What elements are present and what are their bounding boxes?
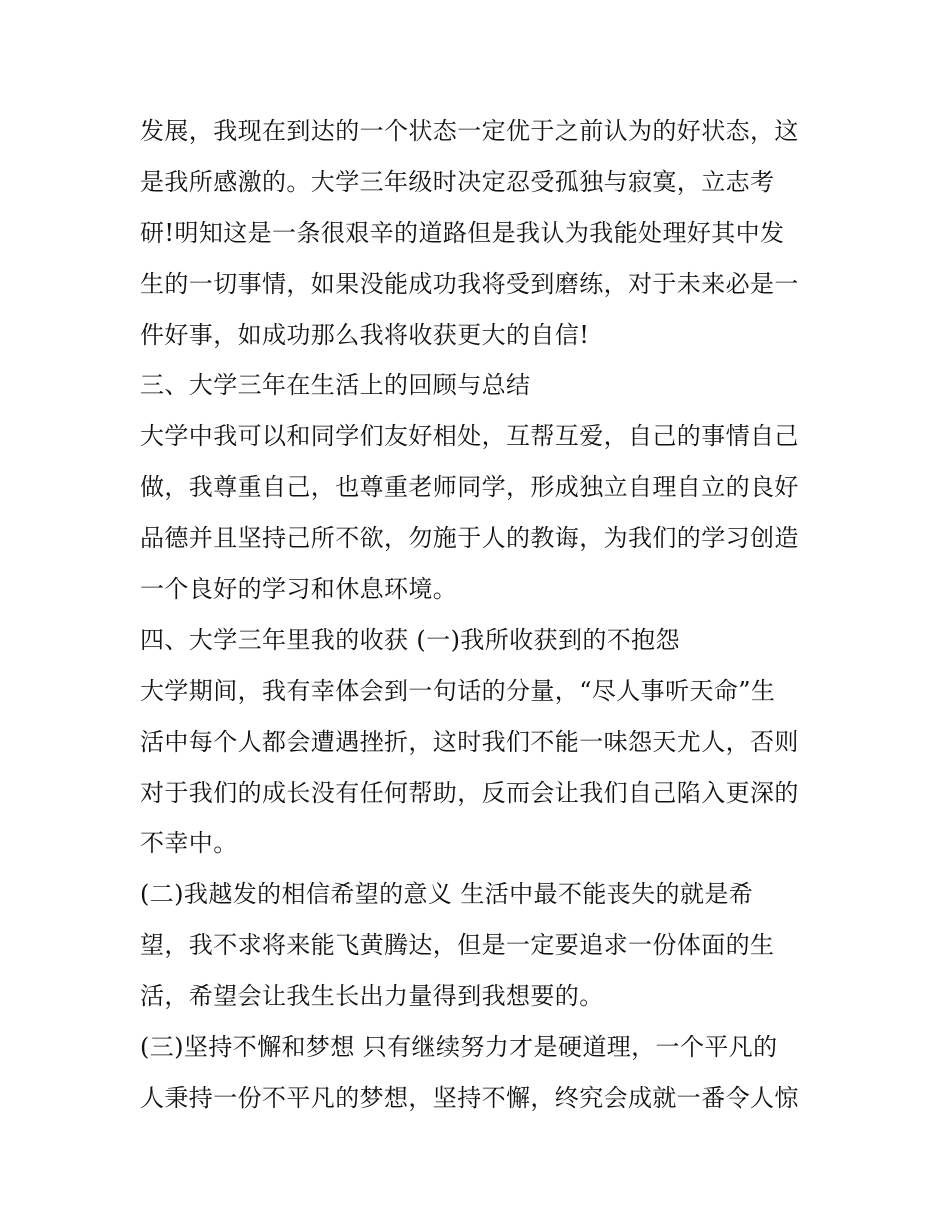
text-line: 做，我尊重自己，也尊重老师同学，形成独立自理自立的良好 [140, 473, 799, 502]
text-line: (二)我越发的相信希望的意义 生活中最不能丧失的就是希 [140, 880, 754, 909]
text-line: 是我所感激的。大学三年级时决定忍受孤独与寂寞，立志考 [140, 167, 775, 196]
text-line: 活中每个人都会遭遇挫折，这时我们不能一味怨天尤人，否则 [140, 727, 799, 756]
text-line: 发展，我现在到达的一个状态一定优于之前认为的好状态，这 [140, 117, 799, 145]
body-text [140, 106, 820, 1124]
text-line: 活，希望会让我生长出力量得到我想要的。 [140, 982, 604, 1011]
text-line: 研!明知这是一条很艰辛的道路但是我认为我能处理好其中发 [140, 218, 785, 247]
section-heading: 三、大学三年在生活上的回顾与总结 [140, 371, 531, 400]
text-line: 望，我不求将来能飞黄腾达，但是一定要追求一份体面的生 [140, 931, 775, 960]
text-line: 品德并且坚持己所不欲，勿施于人的教诲，为我们的学习创造 [140, 524, 799, 553]
text-line: 件好事，如成功那么我将收获更大的自信! [140, 320, 590, 349]
text-line: 对于我们的成长没有任何帮助，反而会让我们自己陷入更深的 [140, 778, 799, 807]
text-line: 大学中我可以和同学们友好相处，互帮互爱，自己的事情自己 [140, 422, 799, 451]
text-line: 不幸中。 [140, 829, 238, 858]
text-line: (三)坚持不懈和梦想 只有继续努力才是硬道理，一个平凡的 [140, 1033, 778, 1062]
text-line: 人秉持一份不平凡的梦想，坚持不懈，终究会成就一番令人惊 [140, 1083, 799, 1112]
text-line: 生的一切事情，如果没能成功我将受到磨练，对于未来必是一 [140, 269, 799, 298]
text-line: 大学期间，我有幸体会到一句话的分量，“尽人事听天命”生 [140, 676, 776, 705]
section-heading: 四、大学三年里我的收获 (一)我所收获到的不抱怨 [140, 625, 680, 654]
text-line: 一个良好的学习和休息环境。 [140, 575, 458, 604]
